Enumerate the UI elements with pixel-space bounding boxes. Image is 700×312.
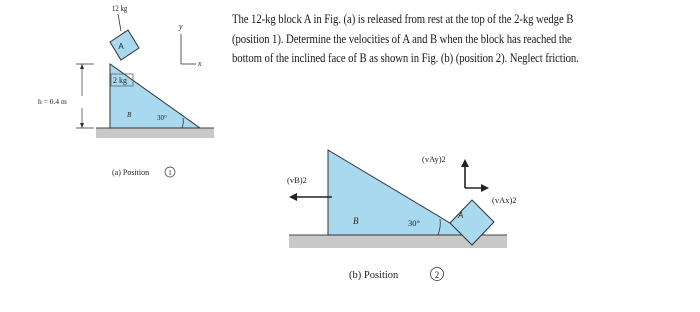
ground-a (96, 128, 214, 138)
vay-label: (vAy)2 (422, 154, 446, 164)
vax-label: (vAx)2 (492, 195, 517, 205)
block-a-label-a: A (118, 42, 124, 51)
height-label: h = 0.4 m (38, 97, 67, 106)
mass-b-label: 2 kg (113, 76, 127, 85)
position-1-number: 1 (168, 169, 172, 177)
angle-label-b: 30° (408, 218, 420, 228)
problem-line-1: The 12-kg block A in Fig. (a) is released from rest at the top of the 2-kg wedge B (232, 12, 574, 26)
figure-b (287, 150, 517, 281)
caption-b: (b) Position (349, 270, 399, 281)
figure-a (38, 3, 214, 177)
problem-line-2: (position 1). Determine the velocities of A and B when the block has reached the (232, 31, 572, 46)
wedge-b-a (110, 64, 200, 128)
axis-x-label: x (198, 59, 202, 68)
angle-label-a: 30° (157, 114, 167, 122)
wedge-b-b (328, 150, 470, 235)
axis-y-label: y (179, 22, 183, 31)
vb-label: (vB)2 (287, 175, 307, 185)
mass-a-label: 12 kg (112, 3, 128, 14)
problem-line-3: bottom of the inclined face of B as shown in Fig. (b) (position 2). Neglect friction. (232, 51, 579, 65)
position-2-number: 2 (434, 270, 440, 280)
caption-a: (a) Position (112, 168, 150, 177)
wedge-b-label-a: B (127, 111, 132, 119)
block-a-label-b: A (458, 211, 464, 220)
wedge-b-label-b: B (353, 216, 359, 226)
block-a-a (110, 30, 139, 60)
